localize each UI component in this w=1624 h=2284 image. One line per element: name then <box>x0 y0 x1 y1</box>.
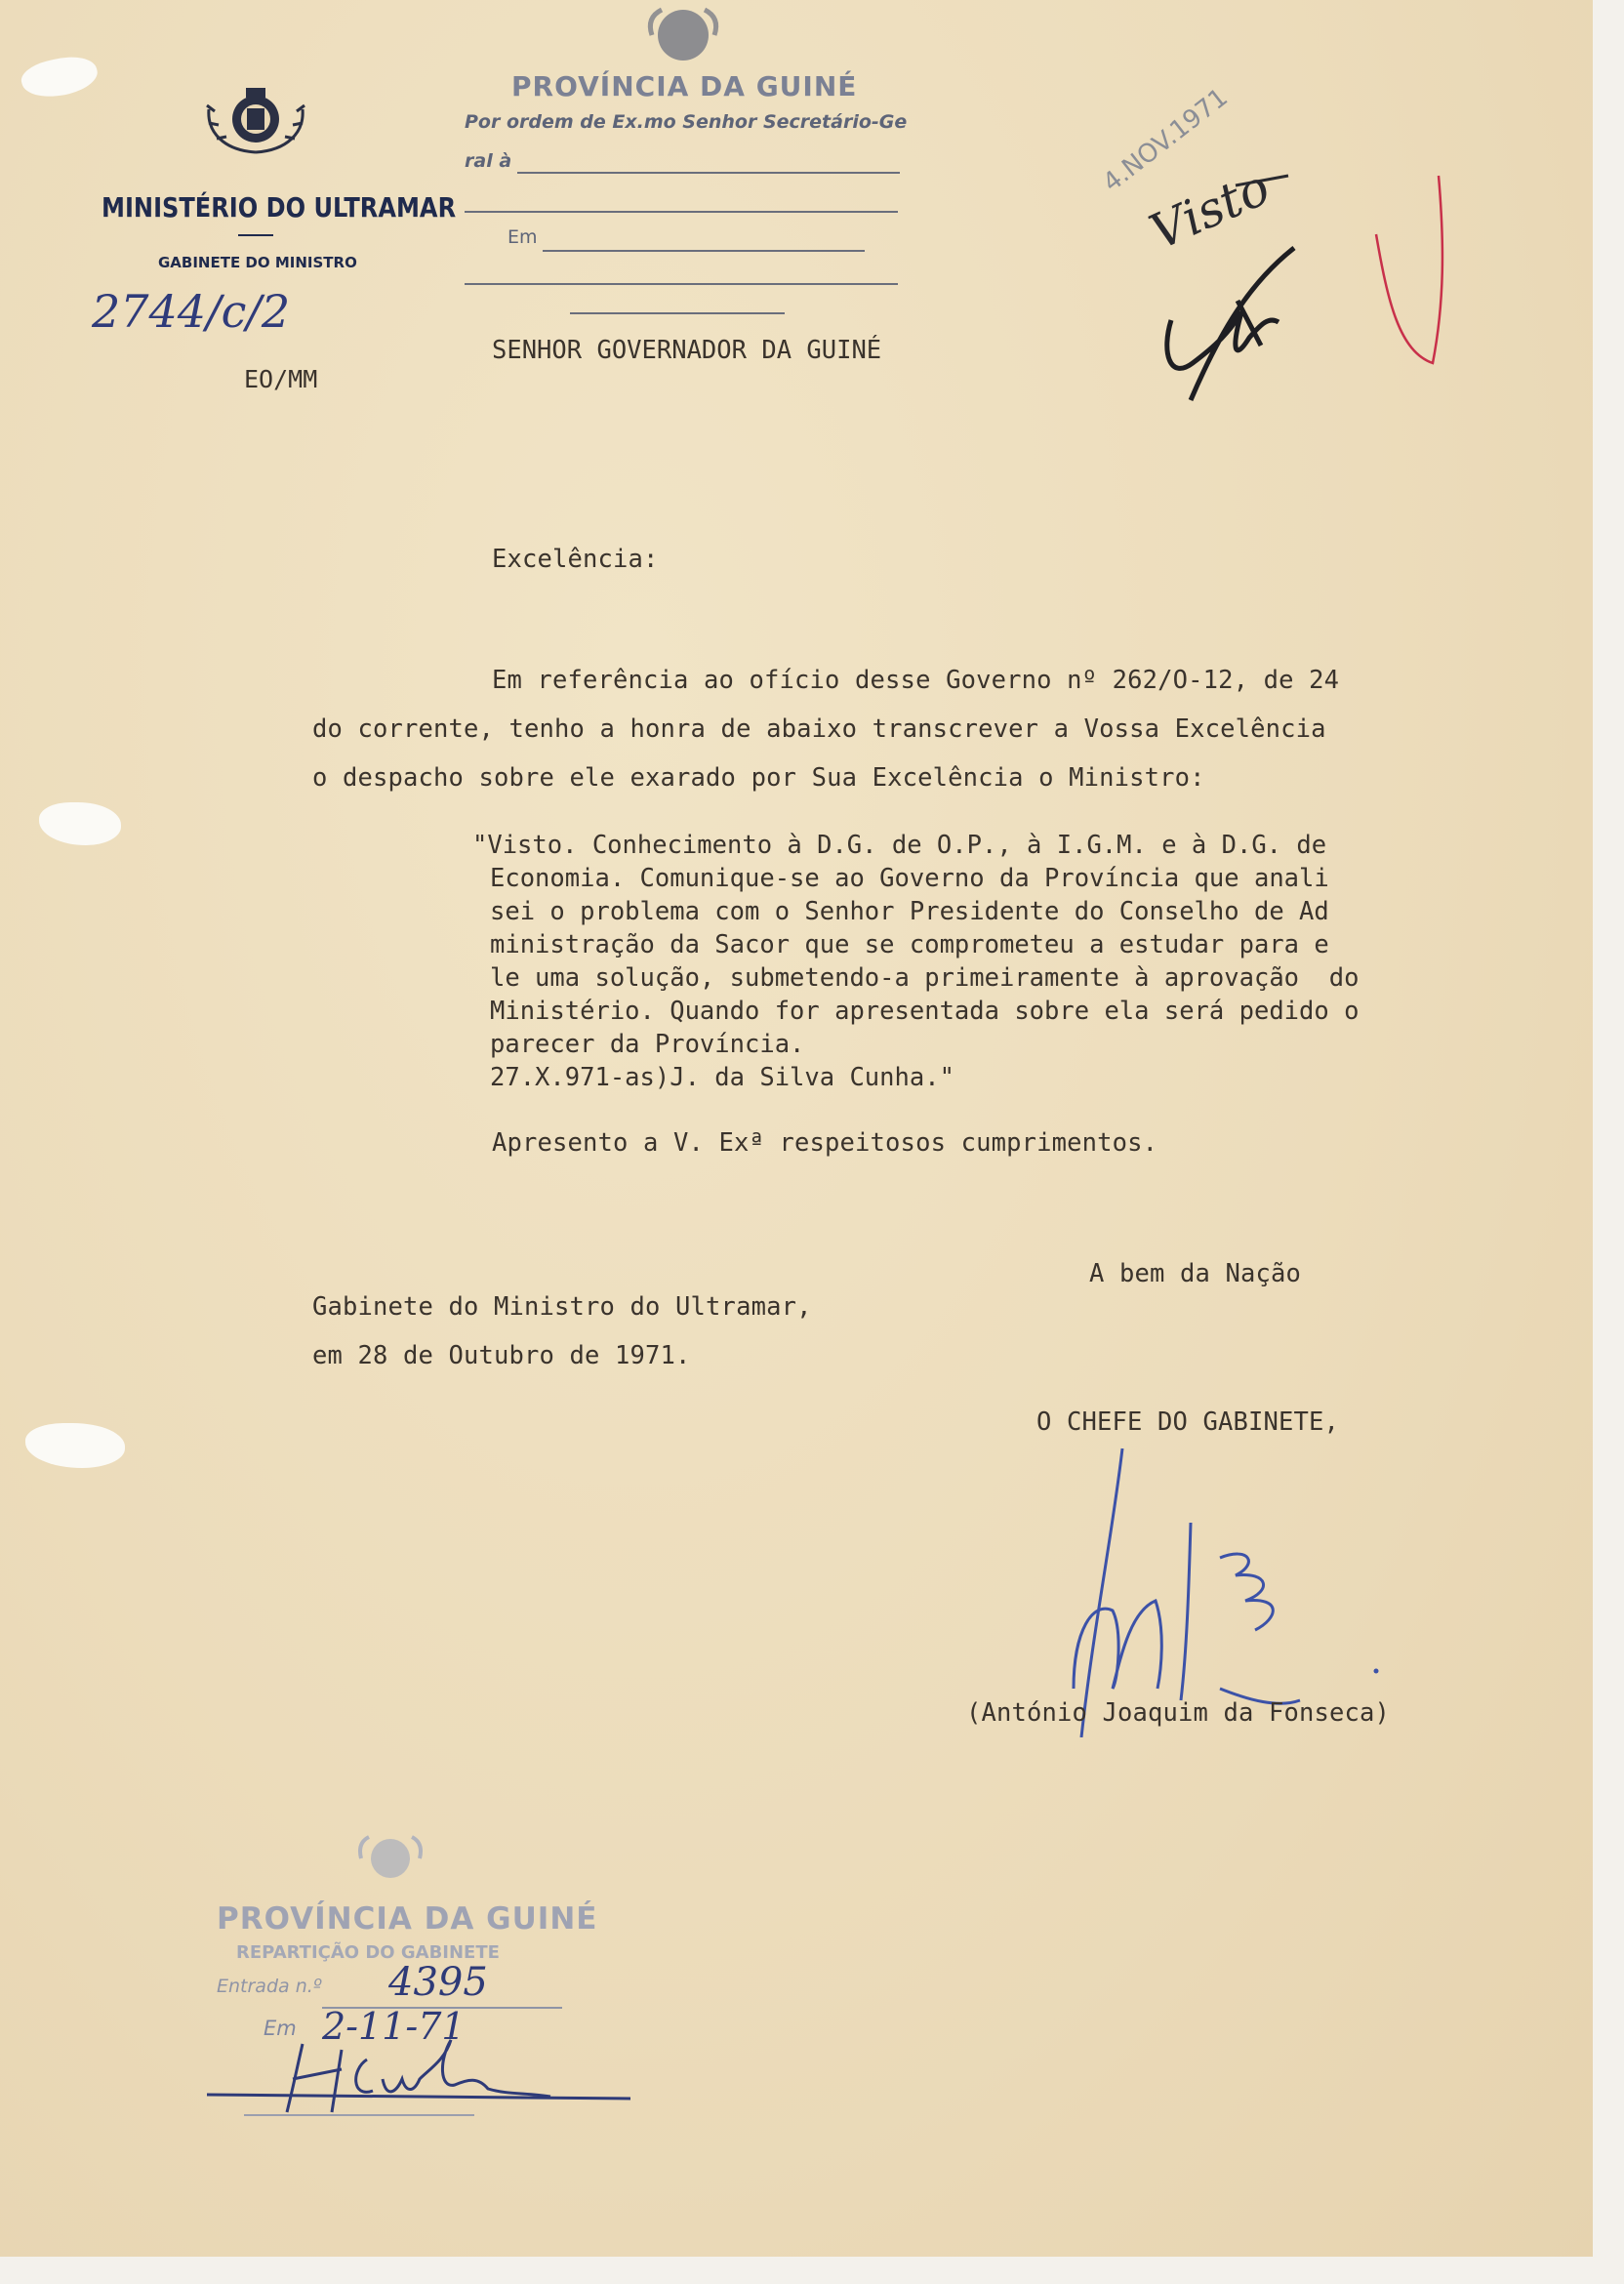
receipt-stamp-crest-icon <box>347 1825 433 1888</box>
receipt-rule-2 <box>244 2114 474 2116</box>
routing-stamp-province: PROVÍNCIA DA GUINÉ <box>511 70 858 102</box>
quote-line: le uma solução, submetendo-a primeiramente à aprovação do <box>490 963 1360 993</box>
quote-line: parecer da Província. <box>490 1030 805 1059</box>
routing-rule-1 <box>517 172 900 174</box>
receipt-initials <box>195 2030 644 2128</box>
valediction: A bem da Nação <box>1089 1259 1302 1288</box>
paragraph-line: Em referência ao ofício desse Governo nº 262/O-12, de 24 <box>492 666 1340 695</box>
torn-corner <box>19 50 102 104</box>
salutation: Excelência: <box>492 545 659 574</box>
quote-line: sei o problema com o Senhor Presidente do Conselho de Ad <box>490 897 1329 926</box>
signature <box>1054 1445 1405 1737</box>
routing-rule-5 <box>570 312 785 314</box>
routing-stamp-line1: Por ordem de Ex.mo Senhor Secretário-Ge <box>465 111 908 133</box>
reference-initials: EO/MM <box>244 365 318 393</box>
visto-annotation: Visto <box>1141 158 1279 262</box>
office-name: GABINETE DO MINISTRO <box>158 254 357 271</box>
quote-line: Economia. Comunique-se ao Governo da Província que anali <box>490 864 1329 893</box>
receipt-stamp-province: PROVÍNCIA DA GUINÉ <box>217 1901 598 1937</box>
stamp-crest-icon <box>632 0 734 70</box>
receipt-entry-number: 4395 <box>388 1960 488 2005</box>
receipt-entry-label: Entrada n.º <box>217 1976 322 1997</box>
ministry-name: MINISTÉRIO DO ULTRAMAR <box>102 191 457 224</box>
quote-line: ministração da Sacor que se comprometeu a estudar para e <box>490 930 1329 959</box>
receipt-date: 2-11-71 <box>322 2005 466 2048</box>
signatory-name: (António Joaquim da Fonseca) <box>966 1698 1391 1728</box>
reference-number: 2744/c/2 <box>92 285 291 338</box>
received-date-stamp: 4.NOV.1971 <box>1097 82 1234 198</box>
punch-hole-lower <box>25 1423 125 1468</box>
receipt-stamp-department: REPARTIÇÃO DO GABINETE <box>236 1942 500 1963</box>
letterhead-divider <box>238 234 273 236</box>
receipt-date-label: Em <box>264 2017 297 2040</box>
routing-rule-4 <box>465 283 898 285</box>
addressee: SENHOR GOVERNADOR DA GUINÉ <box>492 336 882 365</box>
routing-stamp-line2: ral à <box>465 150 512 172</box>
paragraph-line: do corrente, tenho a honra de abaixo transcrever a Vossa Excelência <box>312 714 1326 744</box>
quote-line: "Visto. Conhecimento à D.G. de O.P., à I.G.M. e à D.G. de <box>472 831 1327 860</box>
routing-rule-2 <box>465 211 898 213</box>
quote-line: Ministério. Quando for apresentada sobre ela será pedido o <box>490 997 1360 1026</box>
punch-hole-upper <box>39 802 121 845</box>
coat-of-arms-icon <box>195 82 316 164</box>
handwritten-marks <box>1122 107 1513 420</box>
signatory-title: O CHEFE DO GABINETE, <box>1036 1407 1340 1437</box>
closing: Apresento a V. Exª respeitosos cumprimentos. <box>492 1128 1158 1158</box>
quote-line: 27.X.971-as)J. da Silva Cunha." <box>490 1063 954 1092</box>
routing-stamp-line3: Em <box>508 226 538 248</box>
place-line: Gabinete do Ministro do Ultramar, <box>312 1292 812 1322</box>
paragraph-line: o despacho sobre ele exarado por Sua Excelência o Ministro: <box>312 763 1205 793</box>
routing-rule-3 <box>543 250 865 252</box>
date-line: em 28 de Outubro de 1971. <box>312 1341 691 1370</box>
